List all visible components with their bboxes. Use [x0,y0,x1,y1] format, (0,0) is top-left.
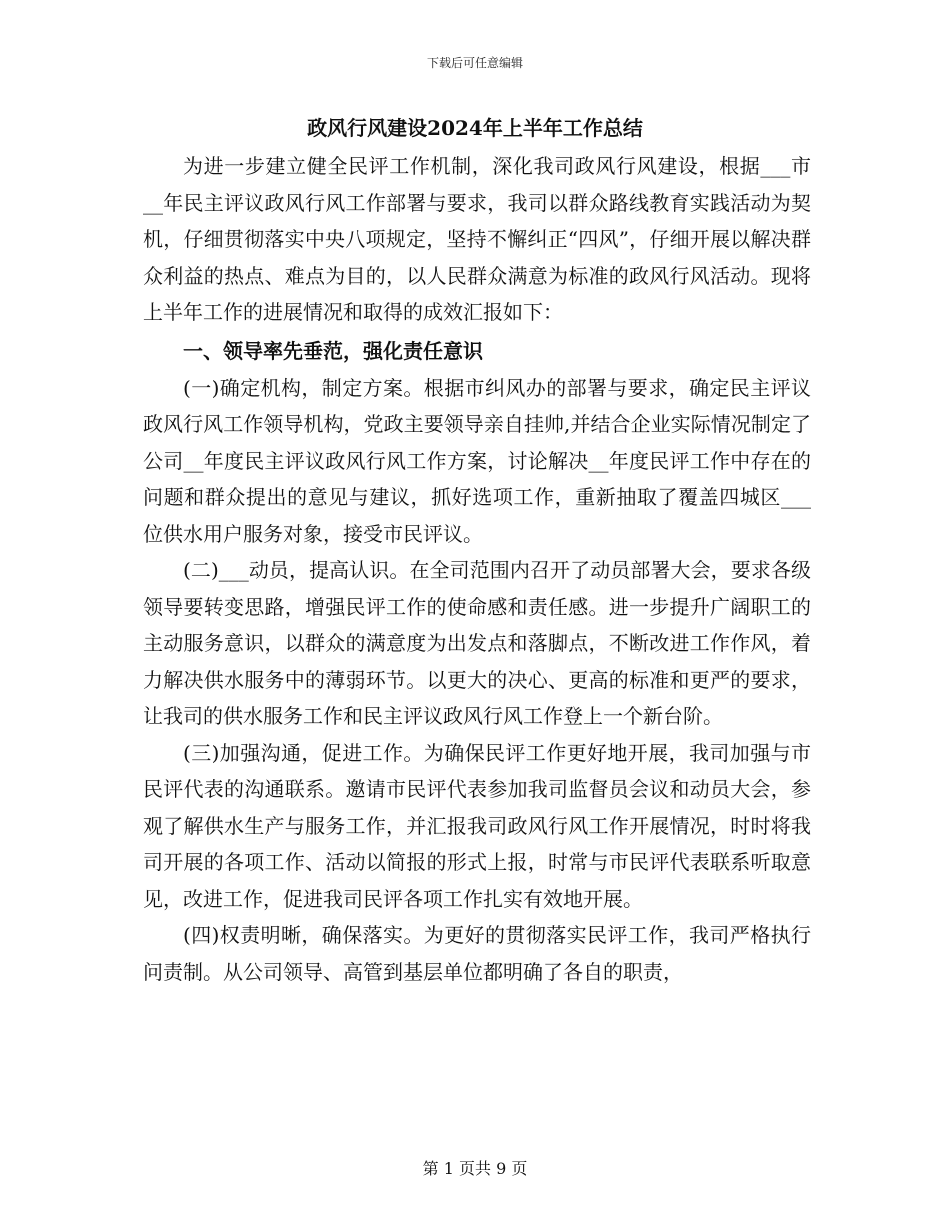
paragraph-2: (二)___动员，提高认识。在全司范围内召开了动员部署大会，要求各级领导要转变思路，增强民评工作的使命感和责任感。进一步提升广阔职工的主动服务意识，以群众的满意度为出发点和落脚点，不断改进工作作风，着力解决供水服务中的薄弱环节。以更大的决心、更高的标准和更严的要求，让我司的供水服务工作和民主评议政风行风工作登上一个新台阶。 [143,558,811,728]
document-title: 政风行风建设2024年上半年工作总结 [307,116,643,140]
header-note: 下载后可任意编辑 [426,56,523,70]
page-footer: 第 1 页共 9 页 [422,1159,528,1178]
intro-paragraph: 为进一步建立健全民评工作机制，深化我司政风行风建设，根据___市__年民主评议政风行风工作部署与要求，我司以群众路线教育实践活动为契机，仔细贯彻落实中央八项规定，坚持不懈纠正“四风”，仔细开展以解决群众利益的热点、难点为目的，以人民群众满意为标准的政风行风活动。现将上半年工作的进展情况和取得的成效汇报如下： [143,154,811,324]
paragraph-3: (三)加强沟通，促进工作。为确保民评工作更好地开展，我司加强与市民评代表的沟通联系。邀请市民评代表参加我司监督员会议和动员大会，参观了解供水生产与服务工作，并汇报我司政风行风工作开展情况，时时将我司开展的各项工作、活动以简报的形式上报，时常与市民评代表联系听取意见，改进工作，促进我司民评各项工作扎实有效地开展。 [143,740,811,911]
paragraph-4: (四)权责明晰，确保落实。为更好的贯彻落实民评工作，我司严格执行问责制。从公司领导、高管到基层单位都明确了各自的职责， [143,923,811,984]
document-body [143,148,811,990]
paragraph-1: (一)确定机构，制定方案。根据市纠风办的部署与要求，确定民主评议政风行风工作领导机构，党政主要领导亲自挂帅,并结合企业实际情况制定了公司__年度民主评议政风行风工作方案，讨论解决__年度民评工作中存在的问题和群众提出的意见与建议，抓好选项工作，重新抽取了覆盖四城区___位供水用户服务对象，接受市民评议。 [143,375,811,546]
section-heading: 一、领导率先垂范，强化责任意识 [183,338,483,363]
